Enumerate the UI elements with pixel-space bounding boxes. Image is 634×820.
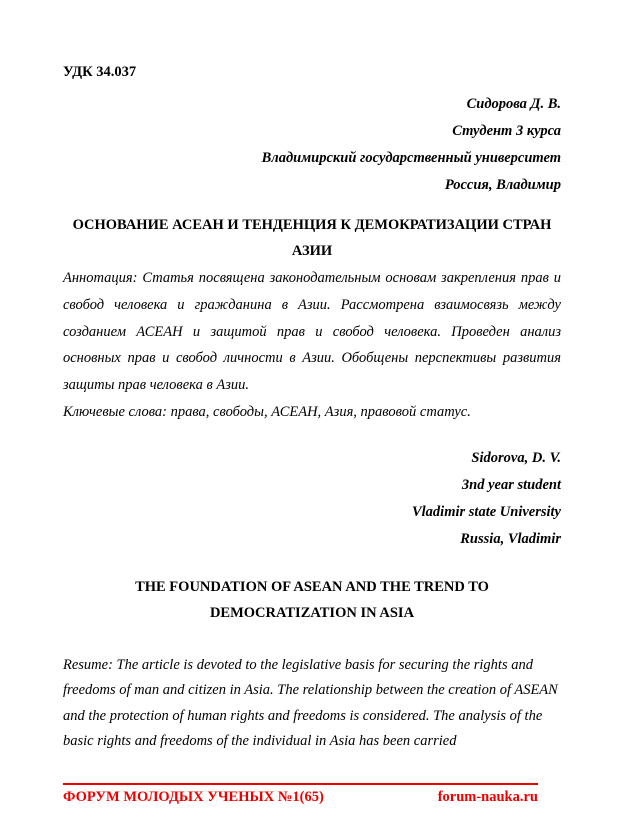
author-status-en: 3nd year student: [461, 476, 561, 493]
article-title-en-line1: THE FOUNDATION OF ASEAN AND THE TREND TO: [135, 578, 489, 595]
page-content: [63, 62, 561, 755]
author-block-english: [63, 445, 561, 553]
author-affiliation-en: Vladimir state University: [411, 503, 561, 520]
author-affiliation-ru: Владимирский государственный университет: [261, 150, 561, 166]
article-title-en-line2: DEMOCRATIZATION IN ASIA: [209, 604, 415, 621]
abstract-english: Resume: The article is devoted to the legislative basis for securing the rights and freedoms of man and citizen in Asia. The relationship between the creation of ASEAN and the protection of human rights and freedoms is considered. The analysis of the basic rights and freedoms of the individual in Asia has been carried: [63, 656, 558, 750]
author-location-en: Russia, Vladimir: [460, 530, 561, 547]
article-title-russian: [63, 212, 561, 264]
author-block-russian: [63, 91, 561, 199]
article-title-ru-line1: ОСНОВАНИЕ АСЕАН И ТЕНДЕНЦИЯ К ДЕМОКРАТИЗАЦИИ СТРАН: [72, 217, 552, 233]
journal-footer: [63, 783, 538, 806]
journal-website: forum-nauka.ru: [437, 789, 538, 805]
author-location-ru: Россия, Владимир: [444, 177, 561, 193]
author-status-ru: Студент 3 курса: [452, 123, 561, 139]
udc-code: УДК 34.037: [63, 64, 137, 80]
article-title-english: [63, 574, 561, 626]
author-name-ru: Сидорова Д. В.: [466, 96, 561, 112]
journal-title: ФОРУМ МОЛОДЫХ УЧЕНЫХ №1(65): [63, 789, 324, 805]
abstract-russian: Аннотация: Статья посвящена законодательным основам закрепления прав и свобод человека и гражданина в Азии. Рассмотрена взаимосвязь между созданием АСЕАН и защитой прав и свобод человека. Проведен анализ основных прав и свобод личности в Азии. Обобщены перспективы развития защиты прав человека в Азии.: [63, 270, 561, 394]
author-name-en: Sidorova, D. V.: [471, 449, 561, 466]
keywords-russian: Ключевые слова: права, свободы, АСЕАН, Азия, правовой статус.: [63, 403, 471, 420]
article-title-ru-line2: АЗИИ: [291, 243, 333, 259]
